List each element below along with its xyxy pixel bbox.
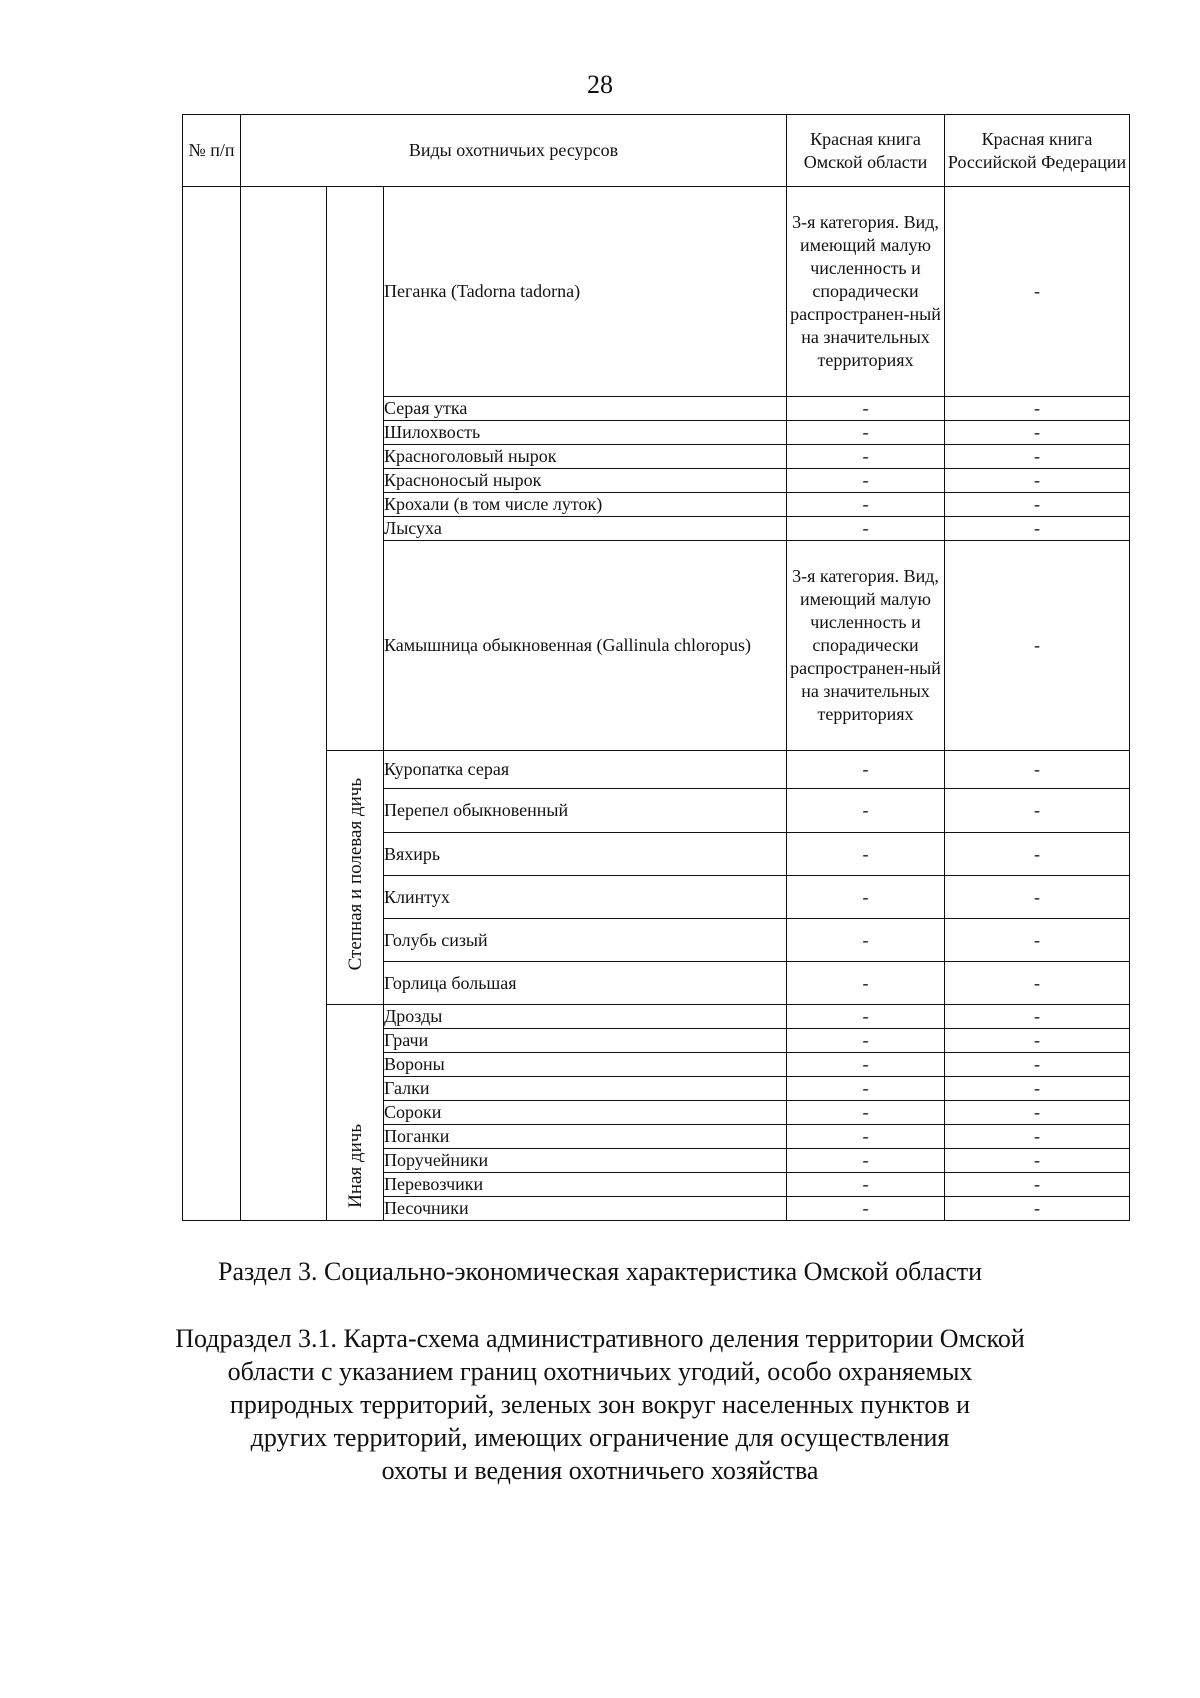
red-book-rf-value: - (945, 517, 1130, 541)
subsection-title-line: области с указанием границ охотничьих угодий, особо охраняемых (227, 1357, 973, 1386)
red-book-rf-value: - (945, 1197, 1130, 1221)
num-cell (183, 187, 241, 1221)
header-species: Виды охотничьих ресурсов (241, 115, 787, 187)
red-book-omsk-value: - (787, 789, 945, 833)
species-name: Сороки (384, 1101, 787, 1125)
red-book-rf-value: - (945, 833, 1130, 876)
red-book-omsk-value: - (787, 1197, 945, 1221)
red-book-omsk-value: - (787, 517, 945, 541)
species-table (182, 114, 1130, 1221)
red-book-rf-value: - (945, 1173, 1130, 1197)
red-book-omsk-value: - (787, 962, 945, 1005)
red-book-omsk-value: - (787, 1173, 945, 1197)
red-book-omsk-value: - (787, 1029, 945, 1053)
red-book-omsk-value: - (787, 397, 945, 421)
red-book-omsk-value: - (787, 751, 945, 789)
species-name: Перевозчики (384, 1173, 787, 1197)
red-book-rf-value: - (945, 469, 1130, 493)
species-name: Дрозды (384, 1005, 787, 1029)
species-name: Поганки (384, 1125, 787, 1149)
subsection-title-line: охоты и ведения охотничьего хозяйства (381, 1456, 819, 1485)
species-name: Пеганка (Tadorna tadorna) (384, 187, 787, 397)
red-book-omsk-value: - (787, 1101, 945, 1125)
red-book-rf-value: - (945, 397, 1130, 421)
red-book-omsk-value: - (787, 1125, 945, 1149)
red-book-rf-value: - (945, 962, 1130, 1005)
species-name: Куропатка серая (384, 751, 787, 789)
species-name: Вороны (384, 1053, 787, 1077)
red-book-omsk-value: - (787, 1005, 945, 1029)
red-book-omsk-value: - (787, 1149, 945, 1173)
species-name: Галки (384, 1077, 787, 1101)
species-name: Шилохвость (384, 421, 787, 445)
red-book-rf-value: - (945, 1005, 1130, 1029)
table-body (183, 187, 1130, 1221)
red-book-omsk-value: - (787, 445, 945, 469)
group-label-other-text: Иная дичь (344, 1124, 366, 1208)
red-book-rf-value: - (945, 1101, 1130, 1125)
red-book-omsk-value: - (787, 469, 945, 493)
red-book-omsk-value: - (787, 876, 945, 919)
species-name: Голубь сизый (384, 919, 787, 962)
group-label-steppe-text: Степная и полевая дичь (344, 778, 366, 971)
red-book-omsk-value: - (787, 833, 945, 876)
species-name: Грачи (384, 1029, 787, 1053)
species-name: Песочники (384, 1197, 787, 1221)
group-cell (241, 187, 327, 1221)
red-book-omsk-value: - (787, 919, 945, 962)
red-book-omsk-value: 3-я категория. Вид, имеющий малую численность и спорадически распространен-ный на значительных территориях (787, 541, 945, 751)
header-red-book-omsk: Красная книга Омской области (787, 115, 945, 187)
subgroup-cell (327, 187, 384, 751)
header-red-book-rf: Красная книга Российской Федерации (945, 115, 1130, 187)
species-name: Красноносый нырок (384, 469, 787, 493)
red-book-rf-value: - (945, 1149, 1130, 1173)
page-number: 28 (587, 70, 613, 99)
species-name: Клинтух (384, 876, 787, 919)
species-name: Камышница обыкновенная (Gallinula chloropus) (384, 541, 787, 751)
species-name: Серая утка (384, 397, 787, 421)
species-name: Горлица большая (384, 962, 787, 1005)
subsection-title (0, 1322, 1200, 1487)
red-book-rf-value: - (945, 493, 1130, 517)
species-name: Красноголовый нырок (384, 445, 787, 469)
subsection-title-line: природных территорий, зеленых зон вокруг населенных пунктов и (229, 1390, 971, 1419)
species-name: Перепел обыкновенный (384, 789, 787, 833)
subsection-title-line: других территорий, имеющих ограничение для осуществления (250, 1423, 950, 1452)
red-book-rf-value: - (945, 187, 1130, 397)
red-book-rf-value: - (945, 1077, 1130, 1101)
red-book-rf-value: - (945, 421, 1130, 445)
red-book-omsk-value: - (787, 421, 945, 445)
red-book-rf-value: - (945, 876, 1130, 919)
table-row (183, 187, 1130, 397)
species-name: Крохали (в том числе луток) (384, 493, 787, 517)
species-name: Поручейники (384, 1149, 787, 1173)
red-book-rf-value: - (945, 1125, 1130, 1149)
subsection-title-line: Подраздел 3.1. Карта-схема административного деления территории Омской (175, 1324, 1025, 1353)
red-book-rf-value: - (945, 789, 1130, 833)
section-title: Раздел 3. Социально-экономическая характеристика Омской области (217, 1257, 983, 1286)
red-book-omsk-value: - (787, 1053, 945, 1077)
red-book-omsk-value: - (787, 1077, 945, 1101)
species-name: Вяхирь (384, 833, 787, 876)
red-book-rf-value: - (945, 919, 1130, 962)
red-book-rf-value: - (945, 541, 1130, 751)
red-book-rf-value: - (945, 751, 1130, 789)
red-book-rf-value: - (945, 1029, 1130, 1053)
species-name: Лысуха (384, 517, 787, 541)
red-book-omsk-value: - (787, 493, 945, 517)
group-label-steppe (327, 751, 384, 1005)
header-num: № п/п (183, 115, 241, 187)
red-book-rf-value: - (945, 445, 1130, 469)
group-label-other (327, 1005, 384, 1221)
red-book-omsk-value: 3-я категория. Вид, имеющий малую численность и спорадически распространен-ный на значительных территориях (787, 187, 945, 397)
red-book-rf-value: - (945, 1053, 1130, 1077)
